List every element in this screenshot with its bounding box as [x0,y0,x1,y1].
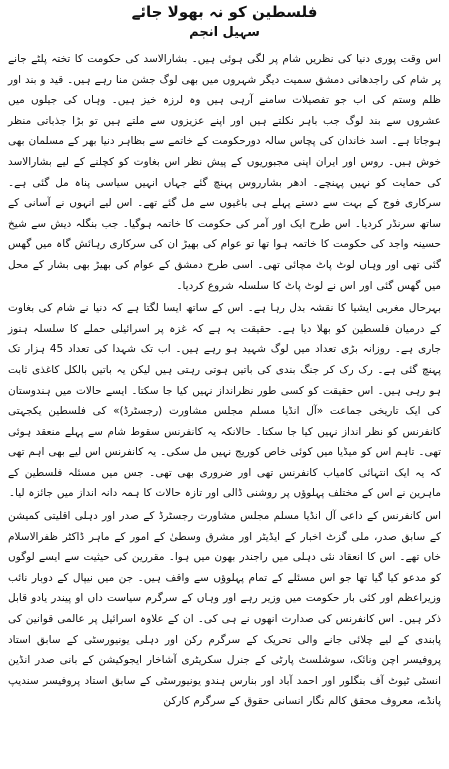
article-headline: فلسطین کو نہ بھولا جائے [131,3,318,21]
article-paragraph: بہرحال مغربی ایشیا کا نقشہ بدل رہا ہے۔ اس کے ساتھ ایسا لگتا ہے کہ دنیا نے شام کی بغاوت کے درمیان فلسطین کو بھلا دیا ہے۔ حقیقت یہ ہے کہ غزہ پر اسرائیلی حملے کا سلسلہ ہنوز جاری ہے۔ روزانہ بڑی تعداد میں لوگ شہید ہو رہے ہیں۔ اب تک شہدا کی تعداد 45 ہزار تک پہنچ گئی ہے۔ رک رک کر جنگ بندی کی باتیں ہوتی رہتی ہیں لیکن یہ باتیں بالکل کاغذی ثابت ہو رہی ہیں۔ اس حقیقت کو کسی طور نظرانداز نہیں کیا جا سکتا۔ ایسے حالات میں ہندوستان کی ایک تاریخی جماعت «آل انڈیا مسلم مجلس مشاورت (رجسٹرڈ)» کی فلسطین یکجہتی کانفرنس کو نظر انداز نہیں کیا جا سکتا۔ حالانکہ یہ کانفرنس سقوط شام سے پہلے منعقد ہوئی تھی۔ تاہم اس کو میڈیا میں کوئی خاص کوریج نہیں مل سکی۔ یہ کانفرنس اس لیے بھی اہم تھی کہ یہ ایک انتہائی کامیاب کانفرنس تھی اور ضروری بھی تھی۔ جس میں مسئلہ فلسطین کے ماہرین نے اس کے مختلف پہلوؤں پر روشنی ڈالی اور تازہ حالات کا ہمہ دانہ انداز میں جائزہ لیا۔ [8,302,441,500]
article-body [8,49,441,712]
article-author: سہیل انجم [189,25,260,40]
article-paragraph: اس کانفرنس کے داعی آل انڈیا مسلم مجلس مشاورت رجسٹرڈ کے صدر اور دہلی اقلیتی کمیشن کے سابق صدر، ملی گزٹ اخبار کے ایڈیٹر اور مشرق وسطیٰ کے امور کے ماہر ڈاکٹر ظفرالاسلام خاں تھے۔ اس کا انعقاد نئی دہلی میں راجندر بھون میں ہوا۔ مقررین کی حیثیت سے ایسے لوگوں کو مدعو کیا گیا تھا جو اس مسئلے کے تمام پہلوؤں سے واقف ہیں۔ جن میں نیپال کے دوبار نائب وزیراعظم اور کئی بار حکومت میں وزیر رہے اور وہاں کے سرگرم سیاست داں او پیندر یادو قابل ذکر ہیں۔ اس کانفرنس کی صدارت انھوں نے ہی کی۔ ان کے علاوہ اسرائیل پر عالمی قوانین کی پابندی کے لیے چلائی جانے والی تحریک کے سرگرم رکن اور دہلی یونیورسٹی کے سابق استاد پروفیسر اچن ونائک، سوشلسٹ پارٹی کے جنرل سکریٹری آشاخار ایجوکیشن کے بانی صدر انڈین انسٹی ٹیوٹ آف بنگلور اور احمد آباد اور بنارس ہندو یونیورسٹی کے سابق استاد پروفیسر سندیپ پانڈے، معروف محقق کالم نگار انسانی حقوق کے سرگرم کارکن [8,510,441,708]
article-paragraph: اس وقت پوری دنیا کی نظریں شام پر لگی ہوئی ہیں۔ بشارالاسد کی حکومت کا تختہ پلٹے جانے پر شام کی راجدھانی دمشق سمیت دیگر شہروں میں بھی لوگ جشن منا رہے ہیں۔ قید و بند اور ظلم وستم کی اب جو تفصیلات سامنے آرہی ہیں وہ لرزہ خیز ہیں۔ وہاں کی جیلوں میں عشروں سے بند لوگ جب باہر نکلتے ہیں اور اپنے عزیزوں سے ملتے ہیں تو بڑا جذباتی منظر ہوجاتا ہے۔ اسد خاندان کی پچاس سالہ دورحکومت کے خاتمے سے بظاہر دنیا بھر کے مسلمان بھی خوش ہیں۔ روس اور ایران اپنی مجبوریوں کے پیش نظر اس بغاوت کو کچلنے کے لیے بشارالاسد کی حمایت کو نہیں پہنچے۔ ادھر بشارروس پہنچ گئے جہاں انہیں سیاسی پناہ مل گئی ہے۔ سرکاری فوج کے بہت سے دستے پہلے ہی باغیوں سے مل گئے تھے۔ اس لیے انہوں نے آسانی کے ساتھ سرنڈر کردیا۔ اس طرح ایک اور آمر کی حکومت کا خاتمہ ہوگیا۔ جب بنگلہ دیش سے شیخ حسینہ واجد کی حکومت کا خاتمہ ہوا تھا تو عوام کی بھیڑ ان کی سرکاری رہائش گاہ میں گھس گئی تھی اور وہاں لوٹ پاٹ مچائی تھی۔ اسی طرح دمشق کے عوام کی بھیڑ بھی بشار کے محل میں گھس گئی اور اس نے لوٹ پاٹ کا سلسلہ شروع کردیا۔ [8,53,441,292]
